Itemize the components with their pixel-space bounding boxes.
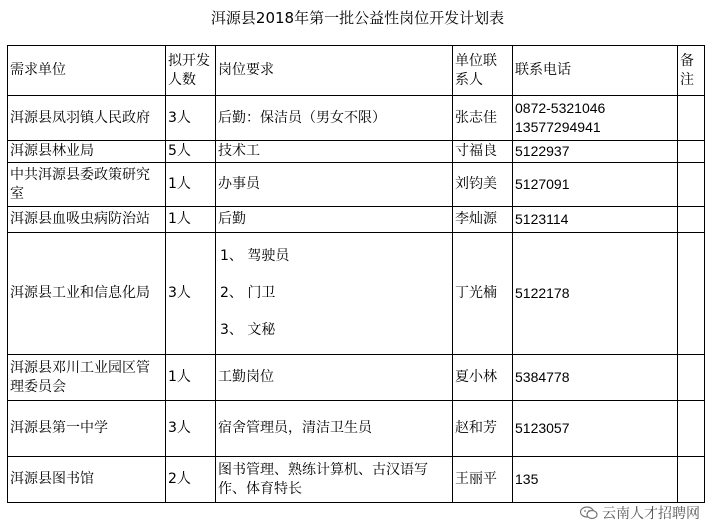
cell-contact: 赵和芳 bbox=[453, 401, 513, 457]
cell-unit: 洱源县林业局 bbox=[8, 141, 166, 163]
cell-requirement: 宿舍管理员，清洁卫生员 bbox=[216, 401, 453, 457]
cell-remark bbox=[678, 401, 705, 457]
cell-remark bbox=[678, 141, 705, 163]
cell-phone: 5122937 bbox=[513, 141, 678, 163]
cell-count: 3人 bbox=[166, 96, 216, 141]
phone-line-1: 0872-5321046 bbox=[515, 100, 606, 116]
cell-unit: 洱源县工业和信息化局 bbox=[8, 233, 166, 355]
table-header-row bbox=[8, 46, 705, 96]
header-requirement: 岗位要求 bbox=[216, 46, 453, 96]
cell-requirement: 办事员 bbox=[216, 163, 453, 207]
cell-requirement: 图书管理、熟练计算机、古汉语写作、体育特长 bbox=[216, 457, 453, 503]
cell-contact: 夏小林 bbox=[453, 355, 513, 401]
cell-requirement: 后勤 bbox=[216, 207, 453, 233]
table-row bbox=[8, 207, 705, 233]
cell-remark bbox=[678, 207, 705, 233]
cell-remark bbox=[678, 163, 705, 207]
page-title: 洱源县2018年第一批公益性岗位开发计划表 bbox=[210, 9, 505, 27]
cell-contact: 丁光楠 bbox=[453, 233, 513, 355]
cell-requirement bbox=[216, 233, 453, 355]
cell-contact: 寸福良 bbox=[453, 141, 513, 163]
header-count: 拟开发人数 bbox=[166, 46, 216, 96]
cell-phone: 5122178 bbox=[513, 233, 678, 355]
wechat-logo-icon bbox=[580, 506, 598, 520]
plan-table bbox=[7, 45, 705, 503]
cell-remark bbox=[678, 355, 705, 401]
header-unit: 需求单位 bbox=[8, 46, 166, 96]
cell-count: 1人 bbox=[166, 163, 216, 207]
requirement-item: 3、 文秘 bbox=[220, 322, 276, 338]
cell-contact: 张志佳 bbox=[453, 96, 513, 141]
cell-phone bbox=[513, 96, 678, 141]
cell-count: 1人 bbox=[166, 355, 216, 401]
cell-remark bbox=[678, 457, 705, 503]
table-row bbox=[8, 96, 705, 141]
phone-line-2: 13577294941 bbox=[515, 119, 601, 135]
cell-unit: 洱源县图书馆 bbox=[8, 457, 166, 503]
cell-phone: 135 bbox=[513, 457, 678, 503]
cell-phone: 5127091 bbox=[513, 163, 678, 207]
cell-requirement: 工勤岗位 bbox=[216, 355, 453, 401]
requirement-item: 2、 门卫 bbox=[220, 285, 276, 301]
cell-phone: 5123114 bbox=[513, 207, 678, 233]
cell-unit: 洱源县血吸虫病防治站 bbox=[8, 207, 166, 233]
cell-count: 5人 bbox=[166, 141, 216, 163]
cell-contact: 李灿源 bbox=[453, 207, 513, 233]
cell-phone: 5123057 bbox=[513, 401, 678, 457]
cell-requirement: 后勤：保洁员（男女不限） bbox=[216, 96, 453, 141]
table-row bbox=[8, 141, 705, 163]
table-row bbox=[8, 401, 705, 457]
cell-unit: 洱源县凤羽镇人民政府 bbox=[8, 96, 166, 141]
cell-requirement: 技术工 bbox=[216, 141, 453, 163]
table-row bbox=[8, 233, 705, 355]
cell-remark bbox=[678, 233, 705, 355]
cell-count: 2人 bbox=[166, 457, 216, 503]
cell-count: 3人 bbox=[166, 233, 216, 355]
cell-unit: 洱源县第一中学 bbox=[8, 401, 166, 457]
cell-contact: 刘钧美 bbox=[453, 163, 513, 207]
cell-count: 3人 bbox=[166, 401, 216, 457]
cell-phone: 5384778 bbox=[513, 355, 678, 401]
cell-remark bbox=[678, 96, 705, 141]
watermark bbox=[577, 503, 703, 523]
table-row bbox=[8, 355, 705, 401]
watermark-text: 云南人才招聘网 bbox=[602, 506, 700, 522]
table-row bbox=[8, 163, 705, 207]
header-phone: 联系电话 bbox=[513, 46, 678, 96]
cell-contact: 王丽平 bbox=[453, 457, 513, 503]
cell-unit: 洱源县邓川工业园区管理委员会 bbox=[8, 355, 166, 401]
cell-count: 1人 bbox=[166, 207, 216, 233]
header-contact: 单位联系人 bbox=[453, 46, 513, 96]
header-remark: 备注 bbox=[678, 46, 705, 96]
cell-unit: 中共洱源县委政策研究室 bbox=[8, 163, 166, 207]
table-row bbox=[8, 457, 705, 503]
requirement-item: 1、 驾驶员 bbox=[220, 248, 290, 264]
